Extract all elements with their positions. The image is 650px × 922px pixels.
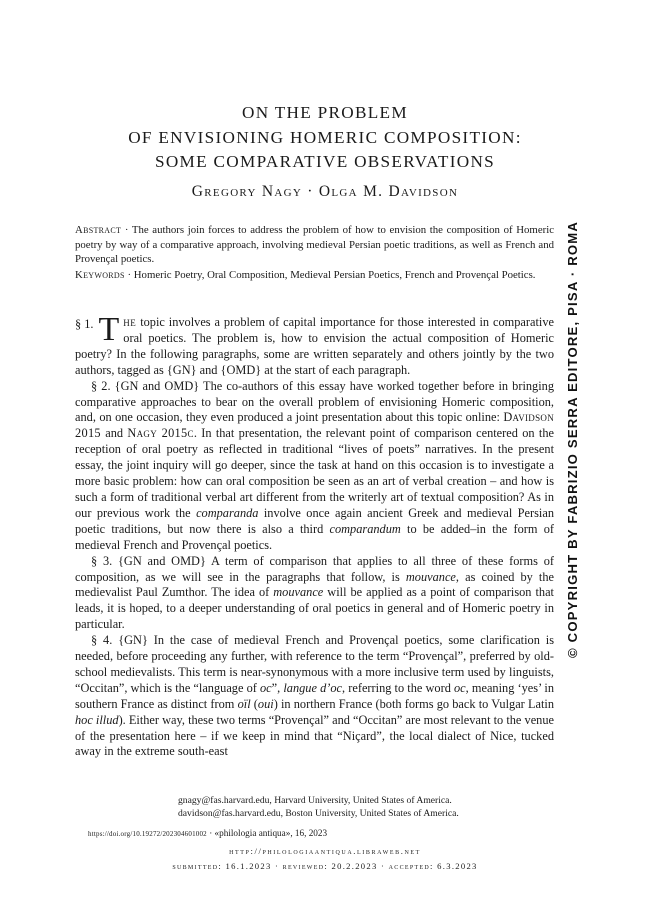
abstract [75,223,554,267]
keywords-text: · Homeric Poetry, Oral Composition, Medieval Persian Poetics, French and Provençal Poetics. [127,269,536,281]
p4-text: , referring to the word [342,680,454,695]
reference-nagy: Nagy 2015c [127,426,194,441]
p4-text: ). Either way, these two terms “Provençal” and “Occitan” are most relevant to the venue of the presentation here – if we keep in mind that “Niçard”, the local dialect of Nice, tucked away in the extreme south-east [75,712,554,759]
p2-text: and [100,426,128,441]
paragraph-1-text: topic involves a problem of capital importance for those interested in comparative oral poetics. The problem is, how to envision the actual composition of Homeric poetry? In the following paragraphs, some are written separately and others jointly by the two authors, tagged as {GN} and {OMD} at the start of each paragraph. [75,315,554,377]
italic-term: oïl [237,696,251,711]
paragraph-3 [75,554,554,634]
copyright-text: © COPYRIGHT BY FABRIZIO SERRA EDITORE, PISA · ROMA [565,220,580,658]
italic-term: mouvance [405,569,456,584]
journal-citation: · «philologia antiqua», 16, 2023 [206,828,328,838]
drop-cap: T [98,311,120,348]
affiliation-nagy: gnagy@fas.harvard.edu, Harvard University, United States of America. [178,795,452,806]
italic-term: langue d’oc [283,680,343,695]
abstract-label: Abstract [75,224,122,236]
p4-text: ( [250,696,258,711]
p2-text: involve once again ancient Greek and medieval Persian poetic traditions, but now there is also a third [75,505,554,536]
p3-text: will be applied as a point of comparison that leads, it is hoped, to a deeper understanding of oral poetics in general and of Homeric poetry in particular. [75,585,554,632]
article-title [0,101,650,175]
section-marker: § 1. [75,317,94,331]
authors: Gregory Nagy · Olga M. Davidson [191,183,459,200]
author-affiliations [178,795,459,820]
reference-davidson: Davidson 2015 [75,410,554,441]
p4-text: , meaning ‘yes’ in southern France as distinct from [75,680,554,711]
paragraph-2 [75,379,554,554]
italic-term: comparanda [196,505,259,520]
italic-term: hoc illud [75,712,119,727]
p3-text: , as coined by the medievalist Paul Zumthor. The idea of [75,569,554,600]
abstract-text: · The authors join forces to address the problem of how to envision the composition of Homeric poetry by way of a comparative approach, involving medieval Persian poetic traditions, as well as French and Provençal poetics. [75,224,554,266]
p4-text: § 4. {GN} In the case of medieval French and Provençal poetics, some clarification is needed, before proceeding any further, with reference to the term “Provençal”, preferred by old-school medievalists. This term is near-synonymous with a more inclusive term used by linguists, “Occitan”, which is the “language of [75,633,554,695]
lead-word: he [123,315,137,329]
paragraph-4 [75,633,554,760]
keywords-label: Keywords [75,269,125,281]
title-line-1: ON THE PROBLEM [242,103,408,122]
paragraph-1 [75,311,554,379]
italic-term: oui [257,696,274,711]
italic-term: oc [454,680,466,695]
review-dates: submitted: 16.1.2023 · reviewed: 20.2.2023 · accepted: 6.3.2023 [172,861,478,871]
p2-text: to be added–in the form of medieval French and Provençal poetics. [75,521,554,552]
p4-text: ) in northern France (both forms go back to Vulgar Latin [273,696,555,711]
p3-text: § 3. {GN and OMD} A term of comparison that applies to all three of these forms of composition, as we will see in the paragraphs that follow, is [75,553,554,584]
p2-text: § 2. {GN and OMD} The co-authors of this essay have worked together before in bringing comparative approaches to bear on the overall problem of envisioning Homeric composition, and, on one occasion, they even produced a joint presentation about this topic online: [75,378,554,425]
title-line-3: SOME COMPARATIVE OBSERVATIONS [154,152,496,171]
keywords [75,268,554,283]
p4-text: ”, [271,680,284,695]
article-body [75,311,555,760]
italic-term: mouvance [273,585,324,600]
citation-line [88,828,327,838]
italic-term: comparandum [329,521,401,536]
p2-text: . In that presentation, the relevant point of comparison centered on the reception of oral poetry as reflected in traditional “lives of poets” narratives. In the present essay, the joint inquiry will go deeper, since the task at hand on this occasion is to investigate a more basic problem: how can oral composition be seen as an art of verbal creation – and how is such a form of traditional verbal art different from the writerly art of textual composition? As in our previous work the [75,426,554,520]
copyright-sidebar [565,221,580,658]
journal-url[interactable]: http://philologiaantiqua.libraweb.net [229,846,421,856]
italic-term: oc [260,680,272,695]
title-line-2: OF ENVISIONING HOMERIC COMPOSITION: [128,127,522,147]
affiliation-davidson: davidson@fas.harvard.edu, Boston University, United States of America. [178,807,459,819]
doi-link[interactable]: https://doi.org/10.19272/202304601002 [88,830,207,838]
